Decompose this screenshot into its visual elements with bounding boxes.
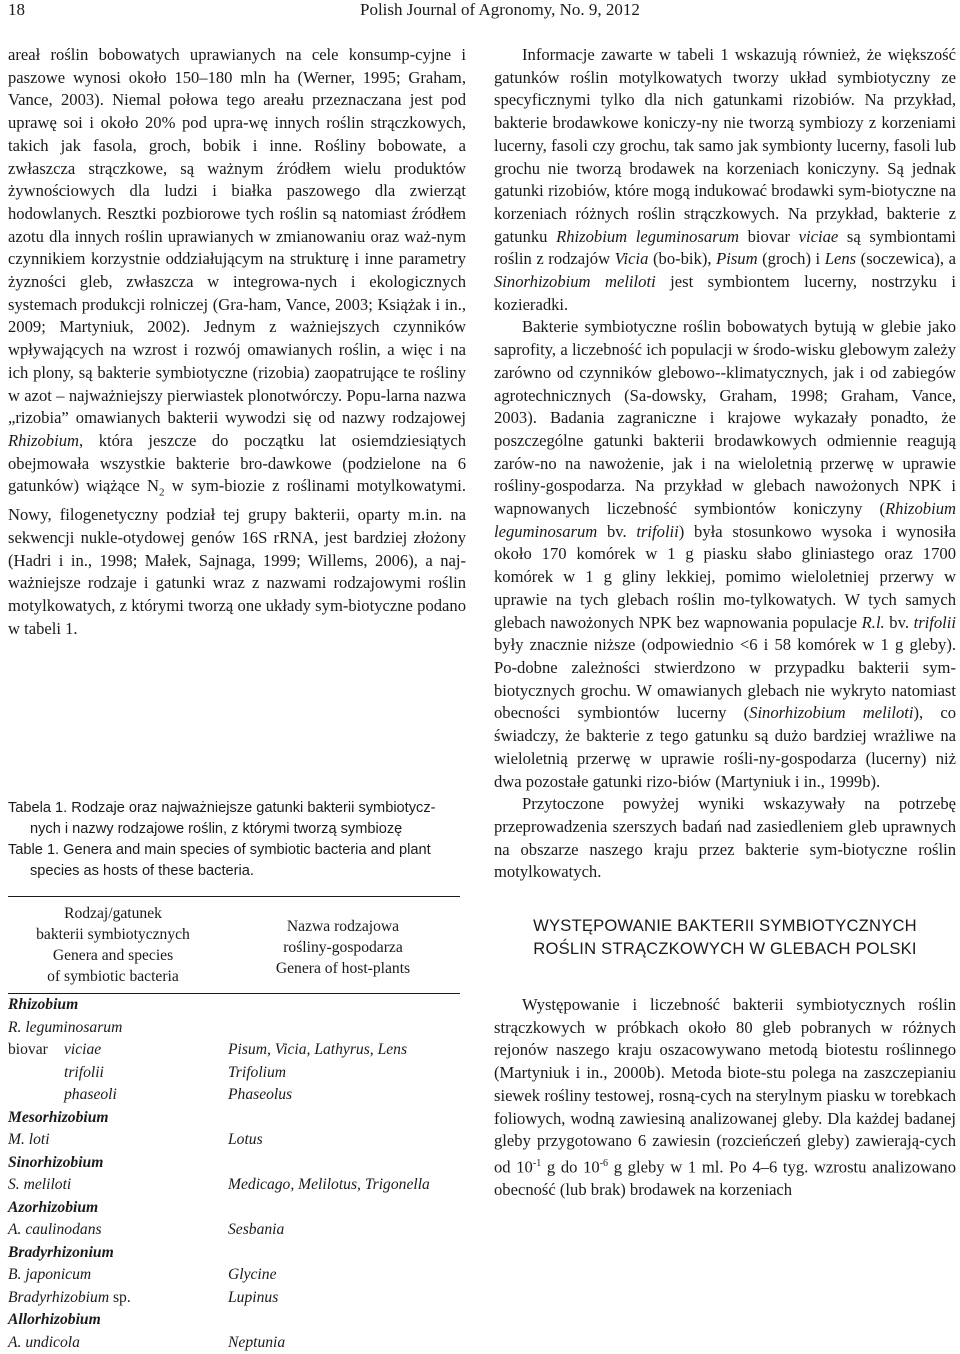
spacer [494,884,956,914]
table-row [8,1152,460,1175]
page-number: 18 [8,0,25,20]
species-name: Pisum [716,249,757,268]
caption-english: Table 1. Genera and main species of symbiotic bacteria and plant species as hosts of these bacteria. [8,840,466,882]
biovar-name: viciae [64,1041,101,1058]
genus-name: Rhizobium [8,431,79,450]
species-name: trifolii [636,522,678,541]
bacteria-cell [8,1174,71,1197]
host-plant-cell: Sesbania [228,1219,284,1242]
table-row [8,1332,460,1354]
species-name: Vicia [615,249,649,268]
table-row [8,1219,460,1242]
species-name: R. leguminosarum [8,1019,122,1036]
text-run: (groch) i [758,249,825,268]
text-run: , która jeszcze do początku lat osiemdziesiątych obejmowała wszystkie bakterie bro-dawkowe (podzielone na 6 gatunków) wiążące N [8,431,466,495]
bacteria-cell [8,1039,101,1062]
bacteria-cell [8,1332,80,1354]
text-run: były znacznie niższe (odpowiednio <6 i 58 komórek w 1 g gleby). Po-dobne zależności stwierdzono w przypadku bakterii sym-biotycznych grochu. W omawianych glebach nie wykryto natomiast obecności symbiontów lucerny ( [494,635,956,722]
header-line: rośliny-gospodarza [238,937,448,958]
bacteria-cell [8,1017,122,1040]
table-row [8,1107,460,1130]
table-row [8,1174,460,1197]
text-run: Informacje zawarte w tabeli 1 wskazują również, że większość gatunków roślin motylkowatych tworzy układ symbiotyczny ze specyficznymi tylko dla nich gatunkami rizobiów. Na przykład, bakterie brodawkowe koniczy-ny nie tworzą symbiozy z korzeniami lucerny, fasoli czy grochu, tak samo jak symbionty lucerny, fasoli lub grochu nie tworzą brodawek na korzeniach koniczyny. Są jednak gatunki rizobiów, które mogą indukować brodawki sym-biotyczne na korzeniach różnych roślin strączkowych. Na przykład, bakterie z gatunku [494,45,956,246]
host-plant-cell: Lupinus [228,1287,278,1310]
header-line: Genera and species [8,945,218,966]
left-column [8,44,466,641]
species-name: Sinorhizobium meliloti [749,703,913,722]
text-run: areał roślin bobowatych uprawianych na cele konsump-cyjne i paszowe wynosi około 150–180 mln ha (Werner, 1995; Graham, Vance, 2003). Niemal połowa tego areału przeznaczana jest pod uprawę soi i około 20% pod upra-wę innych roślin strączkowych, takich jak fasola, groch, bobik i inne. Rośliny bobowate, a zwłaszcza strączkowe, są ważnym źródłem wielu produktów żywnościowych dla ludzi i białka paszowego dla zwierząt hodowlanych. Resztki pozbiorowe tych roślin są natomiast źródłem azotu dla innych roślin uprawianych w zmianowaniu oraz waż-nym czynnikiem korzystnie oddziałującym na strukturę i inne parametry żyzności gleb, zwłaszcza w integrowa-nych i ekologicznych systemach produkcji rolniczej (Gra-ham, Vance, 2003; Książak i in., 2009; Martyniuk, 2002). Jednym z ważniejszych czynników wpływających na wzrost i rozwój omawianych roślin, a więc i na ich plony, są bakterie symbiotyczne (rizobia) zaopatrujące te rośliny w azot – najważniejszy pierwiastek plonotwórczy. Popu-larna nazwa „rizobia” omawianych bakterii wywodzi się od nazwy rodzajowej [8,45,466,427]
species-name: Bradyrhizobium [8,1289,109,1306]
genus-name: Mesorhizobium [8,1109,109,1126]
text-run: bv. [885,613,914,632]
text-run: (soczewica), a [856,249,956,268]
host-plant-cell: Glycine [228,1264,277,1287]
table-row [8,1264,460,1287]
heading-line: ROŚLIN STRĄCZKOWYCH W GLEBACH POLSKI [533,939,916,958]
bacteria-cell [8,1309,101,1332]
table-row [8,1017,460,1040]
host-plant-cell: Phaseolus [228,1084,292,1107]
host-plant-cell: Medicago, Melilotus, Trigonella [228,1174,430,1197]
header-line: of symbiotic bacteria [8,966,218,987]
bacteria-cell [8,1107,109,1130]
species-name: Lens [825,249,856,268]
genus-name: Allorhizobium [8,1311,101,1328]
species-name: Rhizobium leguminosarum [494,499,956,541]
table-body [8,994,460,1354]
bacteria-cell [8,1264,91,1287]
body-paragraph: Przytoczone powyżej wyniki wskazywały na potrzebę przeprowadzenia szerszych badań nad zasiedleniem gleb uprawnych na obszarze naszego kraju przez bakterie sym-biotyczne roślin motylkowatych. [494,793,956,884]
species-name: R.l. [862,613,885,632]
host-plant-cell: Lotus [228,1129,263,1152]
section-heading [494,914,956,960]
table-caption [8,798,466,882]
text-run: Bakterie symbiotyczne roślin bobowatych bytują w glebie jako saprofity, a liczebność ich populacji w środo-wisku glebowym zależy zarówno od czynników glebowo--klimatycznych, jak i od zabiegów agrotechnicznych (Sa-dowsky, Graham, 1998; Graham, Vance, 2003). Badania zagraniczne i krajowe wykazały ponadto, że poszczególne gatunki bakterii brodawkowych odmiennie reagują zarów-no na nawożenie, jak i na wieloletnią przerwę w uprawie rośliny-gospodarza. Na przykład w glebach nawożonych NPK i wapnowanych liczebność symbiontów koniczyny ( [494,317,956,518]
biovar-label: biovar [8,1039,64,1062]
body-paragraph [494,994,956,1202]
table-header [8,897,460,993]
biovar-name: trifolii [64,1064,104,1081]
host-plant-cell: Trifolium [228,1062,286,1085]
bacteria-cell [8,1062,104,1085]
species-name: A. undicola [8,1334,80,1351]
table-row [8,1197,460,1220]
table-row [8,1084,460,1107]
text-run: są symbiontami roślin z rodzajów [494,227,956,269]
running-header: Polish Journal of Agronomy, No. 9, 2012 [360,0,640,20]
header-bacteria [8,903,218,987]
species-name: S. meliloti [8,1176,71,1193]
body-paragraph [494,44,956,316]
text-run: Występowanie i liczebność bakterii symbiotycznych roślin strączkowych w próbkach około 80 gleb pobranych w różnych rejonów naszego kraju oszacowywano metodą biotestu roślinnego (Martyniuk i in., 2000b). Metoda biote-stu polega na zaszczepianiu siewek rośliny testowej, rosną-cych na sterylnym piasku w torebkach foliowych, wodną zawiesiną analizowanej gleby. Dla każdej badanej gleby przygotowano 6 zawiesin (rozcieńczeń gleby) zawierają-cych od 10 [494,995,956,1176]
host-plant-cell: Pisum, Vicia, Lathyrus, Lens [228,1039,407,1062]
genus-name: Bradyrhizonium [8,1244,114,1261]
header-line: Genera of host-plants [238,958,448,979]
species-name: A. caulinodans [8,1221,102,1238]
caption-polish: Tabela 1. Rodzaje oraz najważniejsze gatunki bakterii symbiotycz-nych i nazwy rodzajowe roślin, z którymi tworzą symbiozę [8,798,466,840]
header-host [238,916,448,979]
species-name: Sinorhizobium meliloti [494,272,656,291]
table-row [8,1242,460,1265]
right-column [494,44,956,1202]
bacteria-cell [8,1219,102,1242]
spacer [494,960,956,994]
subscript: 2 [159,487,165,499]
text-run: jest symbiontem lucerny, nostrzyku i kozieradki. [494,272,956,314]
genus-name: Rhizobium [8,996,78,1013]
body-paragraph [494,316,956,793]
text-run: ), co świadczy, że bakterie z tego gatunku są dużo bardziej wrażliwe na wieloletnią przerwę w uprawie rośli-ny-gospodarza (lucerny) niż dwa pozostałe gatunki rizo-biów (Martyniuk i in., 1999b). [494,703,956,790]
text-run: w sym-biozie z roślinami motylkowatymi. Nowy, filogenetyczny podział tej grupy bakterii, oparty m.in. na sekwencji nukle-otydowej genów 16S rRNA, jest bardziej złożony (Hadri i in., 1998; Małek, Sajnaga, 1999; Willems, 2006), a naj-ważniejsze rodzaje i gatunki wraz z nazwami rodzajowymi roślin motylkowatych, z którymi tworzą one układy sym-biotyczne podano w tabeli 1. [8,476,466,638]
table-row [8,1287,460,1310]
text-run: biovar [739,227,799,246]
bacteria-cell [8,1287,131,1310]
table-row [8,1309,460,1332]
species-table [8,896,460,1354]
species-name: trifolii [914,613,956,632]
species-name: M. loti [8,1131,50,1148]
text-run: g do 10 [541,1157,600,1176]
biovar-name: phaseoli [64,1086,117,1103]
table-row [8,1039,460,1062]
header-line: Nazwa rodzajowa [238,916,448,937]
table-row [8,994,460,1017]
text-run: g gleby w 1 ml. Po 4–6 tyg. wzrostu analizowano obecność (lub brak) brodawek na korzeniach [494,1157,956,1199]
superscript: -6 [600,1158,608,1169]
species-name: B. japonicum [8,1266,91,1283]
bacteria-cell [8,994,78,1017]
text-run: bv. [597,522,636,541]
text-run: (bo-bik), [648,249,716,268]
body-paragraph [8,44,466,641]
superscript: -1 [533,1158,541,1169]
header-line: Rodzaj/gatunek [8,903,218,924]
genus-name: Azorhizobium [8,1199,98,1216]
bacteria-cell [8,1152,103,1175]
header-line: bakterii symbiotycznych [8,924,218,945]
text-run: ) była stosunkowo wysoka i wynosiła około 170 komórek w 1 g piasku słabo gliniastego oraz 1700 komórek w 1 g gliny lekkiej, pomimo wieloletniej przerwy w uprawie na tych glebach roślin mo-tylkowatych. W tych samych glebach nawożonych NPK bez wapnowania populacje [494,522,956,632]
bacteria-cell [8,1129,50,1152]
table-row [8,1129,460,1152]
species-name: Rhizobium leguminosarum [556,227,739,246]
heading-line: WYSTĘPOWANIE BAKTERII SYMBIOTYCZNYCH [533,916,917,935]
table-row [8,1062,460,1085]
bacteria-cell [8,1242,114,1265]
species-suffix: sp. [109,1289,131,1306]
bacteria-cell [8,1197,98,1220]
genus-name: Sinorhizobium [8,1154,103,1171]
species-name: viciae [799,227,839,246]
bacteria-cell [8,1084,117,1107]
host-plant-cell: Neptunia [228,1332,285,1354]
